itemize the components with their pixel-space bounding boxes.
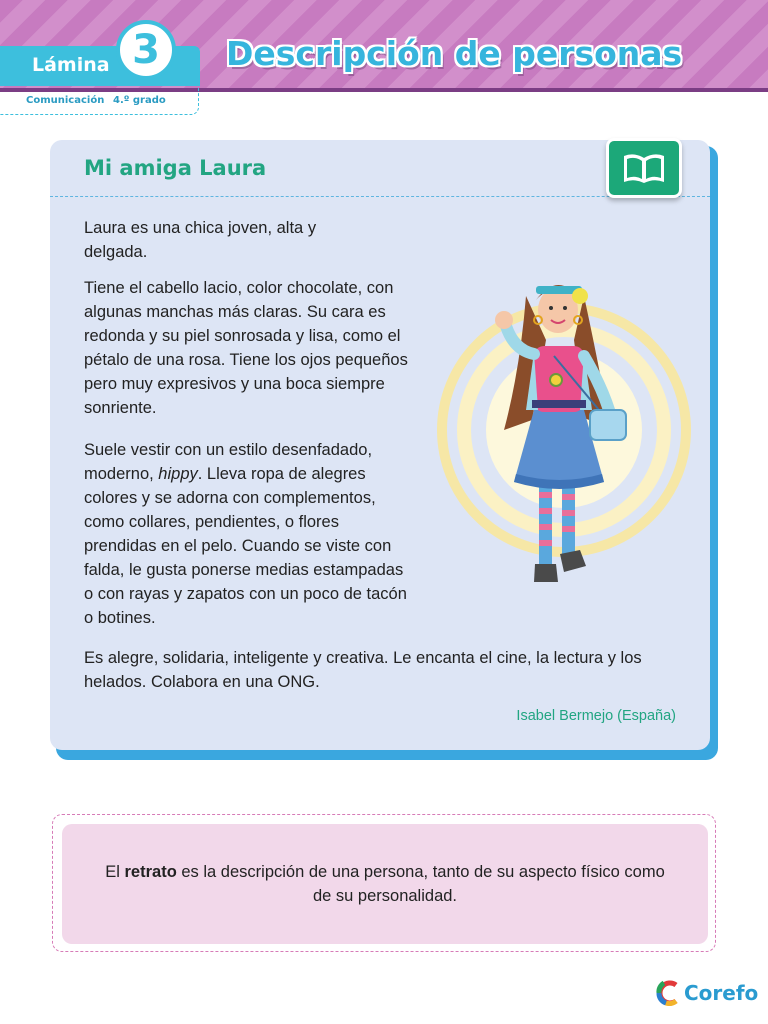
grade-label: 4.º grado	[113, 95, 166, 106]
author-credit: Isabel Bermejo (España)	[516, 708, 676, 724]
definition-box	[62, 824, 708, 944]
reading-title: Mi amiga Laura	[84, 156, 267, 180]
corefo-logo-text: Corefo	[684, 981, 759, 1005]
definition-text	[105, 860, 665, 908]
lamina-label: Lámina	[32, 54, 110, 76]
paragraph-3-text-a: Suele vestir con un estilo desenfadado, moderno,	[84, 441, 373, 483]
paragraph-1: Laura es una chica joven, alta y delgada.	[84, 219, 317, 261]
definition-keyword: retrato	[124, 863, 177, 881]
girl-illustration	[434, 260, 696, 600]
definition-text-b: es la descripción de una persona, tanto de su aspecto físico como de su personalidad.	[176, 863, 665, 905]
paragraph-4: Es alegre, solidaria, inteligente y creativa. Le encanta el cine, la lectura y los helados. Colabora en una ONG.	[84, 649, 642, 691]
lamina-number-badge: 3	[116, 20, 176, 80]
paragraph-2: Tiene el cabello lacio, color chocolate, con algunas manchas más claras. Su cara es redonda y su piel sonrosada y lisa, como el pétalo de una rosa. Tiene los ojos pequeños pero muy expresivos y una boca siempre sonriente.	[84, 279, 408, 417]
page-title: Descripción de personas	[226, 34, 683, 73]
paragraph-3-italic: hippy	[158, 465, 198, 483]
reading-card	[50, 140, 710, 750]
subject-label: Comunicación	[26, 95, 105, 106]
open-book-icon	[606, 138, 682, 198]
corefo-logo-icon	[656, 980, 680, 1006]
corefo-logo	[656, 980, 758, 1006]
paragraph-3	[84, 438, 414, 630]
definition-text-a: El	[105, 863, 125, 881]
subject-grade-label	[0, 88, 199, 115]
paragraph-3-text-b: . Lleva ropa de alegres colores y se adorna con complementos, como collares, pendientes, o flores prendidas en el pelo. Cuando se viste con falda, le gusta ponerse medias estampadas o con rayas y zapatos con un poco de tacón o botines.	[84, 465, 407, 627]
